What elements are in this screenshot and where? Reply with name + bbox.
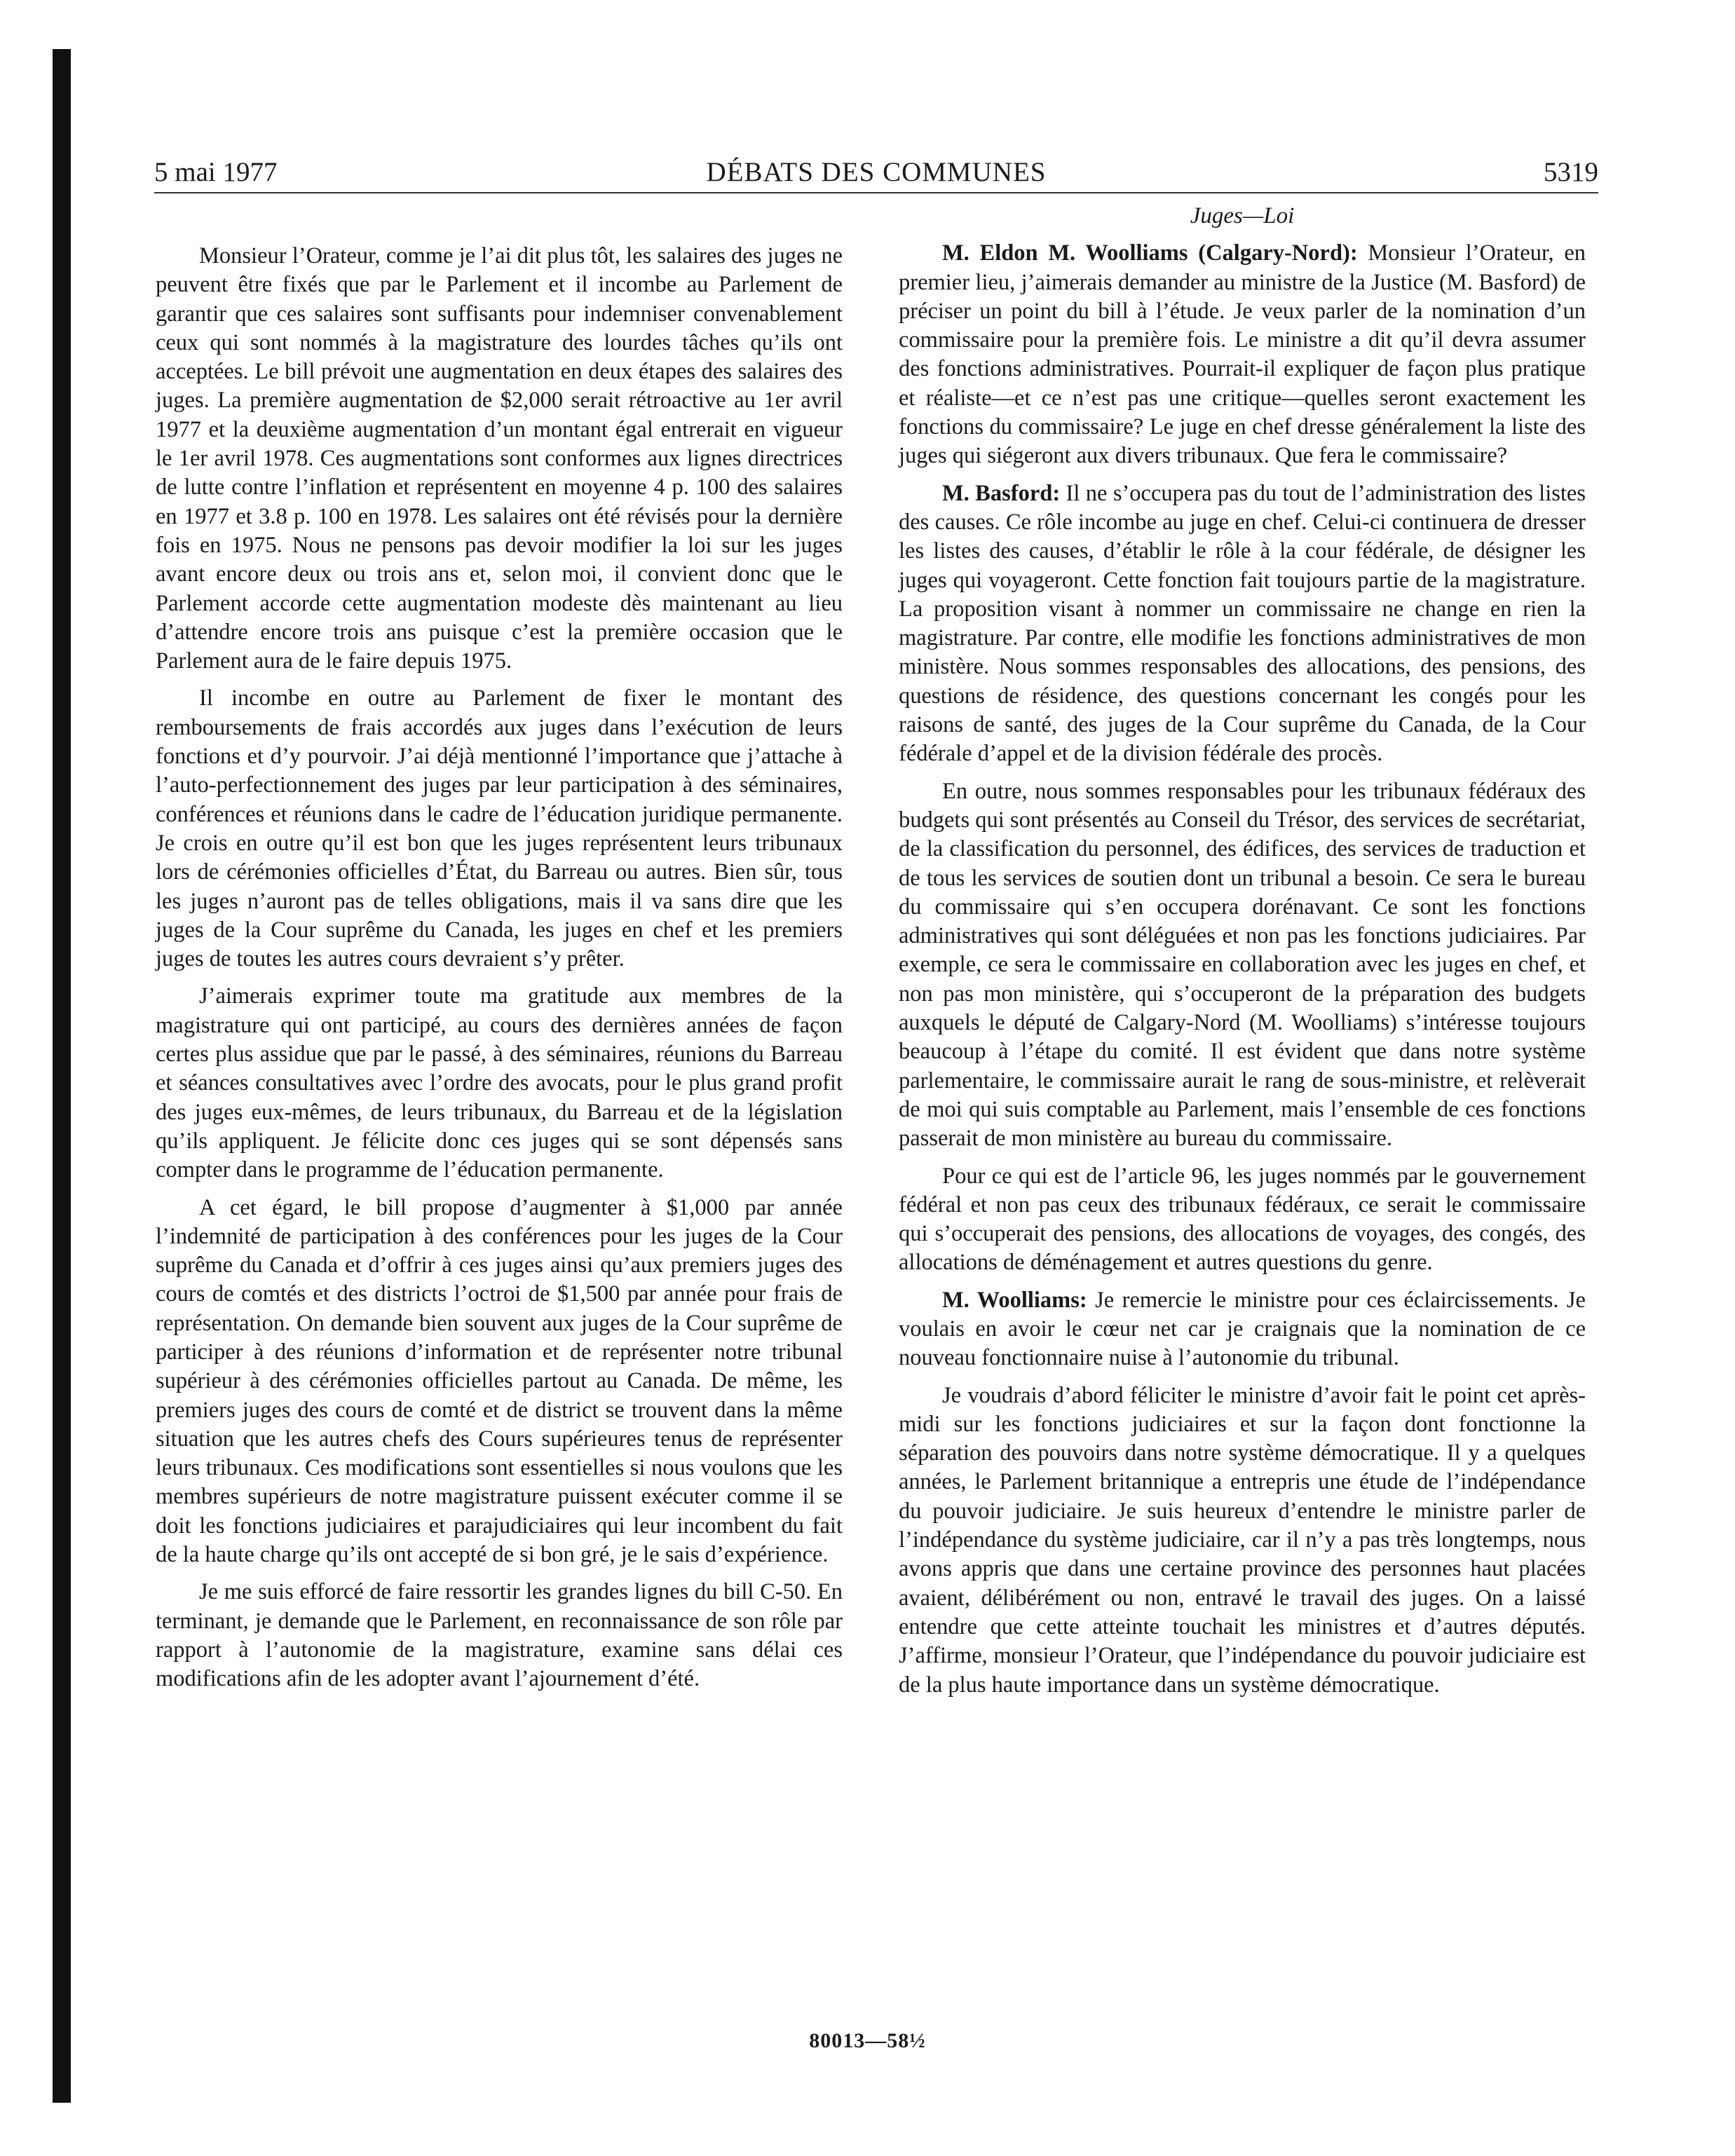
left-paragraph: Il incombe en outre au Parlement de fixer le montant des remboursements de frais accordés aux juges dans l’exécution de leurs fonctions et d’y pourvoir. J’ai déjà mentionné l’importance que j’attache à l’auto-perfectionnement des juges par leur participation à des séminaires, conférences et réunions dans le cadre de l’éducation juridique permanente. Je crois en outre qu’il est bon que les juges représentent leurs tribunaux lors de cérémonies officielles d’État, du Barreau ou autres. Bien sûr, tous les juges n’auront pas de telles obligations, mais il va sans dire que les juges de la Cour suprême du Canada, les juges en chef et les premiers juges de toutes les autres cours devraient s’y prêter. xyxy=(156,685,843,972)
right-paragraph xyxy=(899,1162,1586,1278)
left-paragraph: A cet égard, le bill propose d’augmenter à $1,000 par année l’indemnité de participation à des conférences pour les juges de la Cour suprême du Canada et d’offrir à ces juges ainsi qu’aux premiers juges des cours de comtés et des districts l’octroi de $1,500 par année pour frais de représentation. On demande bien souvent aux juges de la Cour suprême de participer à des réunions d’information et de représenter notre tribunal supérieur à des cérémonies officielles partout au Canada. De même, les premiers juges des cours de comté et de district se trouvent dans la même situation que les autres chefs des Cours supérieures tenus de représenter leurs tribunaux. Ces modifications sont essentielles si nous voulons que les membres supérieurs de notre magistrature puissent exécuter comme il se doit les fonctions judiciaires et parajudiciaires qui leur incombent du fait de la haute charge qu’ils ont accepté de si bon gré, je le sais d’expérience. xyxy=(156,1194,843,1568)
speech-text: En outre, nous sommes responsables pour les tribunaux fédéraux des budgets qui sont présentés au Conseil du Trésor, des services de secrétariat, de la classification du personnel, des édifices, des services de traduction et de tous les services de soutien dont un tribunal a besoin. Ce sera le bureau du commissaire qui s’en occupera dorénavant. Ce sont les fonctions administratives qui sont déléguées et non pas les fonctions judiciaires. Par exemple, ce sera le commissaire en collaboration avec les juges en chef, et non pas mon ministère, qui s’occuperont de la préparation des budgets auxquels le député de Calgary-Nord (M. Woolliams) s’intéresse toujours beaucoup à l’étape du comité. Il est évident que dans notre système parlementaire, le commissaire aurait le rang de sous-ministre, et relèverait de moi qui suis comptable au Parlement, mais l’ensemble de ces fonctions passerait de mon ministère au bureau du commissaire. xyxy=(899,778,1586,1152)
speaker-name: M. Basford: xyxy=(942,480,1061,506)
header-date: 5 mai 1977 xyxy=(154,157,278,187)
right-paragraph xyxy=(899,479,1586,769)
left-paragraph: Je me suis efforcé de faire ressortir les grandes lignes du bill C-50. En terminant, je demande que le Parlement, en reconnaissance de son rôle par rapport à l’autonomie de la magistrature, examine sans délai ces modifications afin de les adopter avant l’ajournement d’été. xyxy=(156,1579,843,1692)
speech-text: Monsieur l’Orateur, en premier lieu, j’aimerais demander au ministre de la Justice (M. Basford) de préciser un point du bill à l’étude. Je veux parler de la nomination d’un commissaire pour la première fois. Le ministre a dit qu’il devra assumer des fonctions administratives. Pourrait-il expliquer de façon plus pratique et réaliste—et ce n’est pas une critique—quelles seront exactement les fonctions du commissaire? Le juge en chef dresse généralement la liste des juges qui siégeront aux divers tribunaux. Que fera le commissaire? xyxy=(899,240,1586,469)
speaker-name: M. Woolliams: xyxy=(942,1287,1087,1313)
speech-text: Il ne s’occupera pas du tout de l’administration des listes des causes. Ce rôle incombe au juge en chef. Celui-ci continuera de dresser les listes des causes, d’établir le rôle à la cour fédérale, de désigner les juges qui voyageront. Cette fonction fait toujours partie de la magistrature. La proposition visant à nommer un commissaire ne change en rien la magistrature. Par contre, elle modifie les fonctions administratives de mon ministère. Nous sommes responsables des allocations, des pensions, des questions de résidence, des questions concernant les congés pour les raisons de santé, des juges de la Cour suprême du Canada, de la Cour fédérale d’appel et de la division fédérale des procès. xyxy=(899,480,1586,767)
left-paragraph: J’aimerais exprimer toute ma gratitude aux membres de la magistrature qui ont participé, au cours des dernières années de façon certes plus assidue que par le passé, à des séminaires, réunions du Barreau et séances consultatives avec l’ordre des avocats, pour le plus grand profit des juges eux-mêmes, de leurs tribunaux, du Barreau et de la législation qu’ils appliquent. Je félicite donc ces juges qui se sont dépensés sans compter dans le programme de l’éducation permanente. xyxy=(156,983,843,1183)
right-paragraph xyxy=(899,1381,1586,1700)
right-paragraph xyxy=(899,239,1586,470)
right-paragraph xyxy=(899,777,1586,1154)
speaker-name: M. Eldon M. Woolliams (Calgary-Nord): xyxy=(942,240,1358,266)
speech-text: Je remercie le ministre pour ces éclaircissements. Je voulais en avoir le cœur net car je craignais que la nomination de ce nouveau fonctionnaire nuise à l’autonomie du tribunal. xyxy=(899,1287,1586,1371)
right-paragraph xyxy=(899,1286,1586,1373)
footer-code: 80013—58½ xyxy=(809,2029,926,2052)
left-paragraph: Monsieur l’Orateur, comme je l’ai dit plus tôt, les salaires des juges ne peuvent être fixés que par le Parlement et il incombe au Parlement de garantir que ces salaires sont suffisants pour indemniser convenablement ceux qui sont nommés à la magistrature des lourdes tâches qu’ils ont acceptées. Le bill prévoit une augmentation en deux étapes des salaires des juges. La première augmentation de $2,000 serait rétroactive au 1er avril 1977 et la deuxième augmentation d’un montant égal entrerait en vigueur le 1er avril 1978. Ces augmentations sont conformes aux lignes directrices de lutte contre l’inflation et représentent en moyenne 4 p. 100 des salaires en 1977 et 3.8 p. 100 en 1978. Les salaires ont été révisés pour la dernière fois en 1975. Nous ne pensons pas devoir modifier la loi sur les juges avant encore deux ou trois ans et, selon moi, il convient donc que le Parlement accorde cette augmentation modeste dès maintenant au lieu d’attendre encore trois ans puisque c’est la première occasion que le Parlement aura de le faire depuis 1975. xyxy=(156,243,843,674)
section-heading: Juges—Loi xyxy=(1190,203,1295,228)
speech-text: Je voudrais d’abord féliciter le ministre d’avoir fait le point cet après-midi sur les fonctions judiciaires et sur la façon dont fonctionne la séparation des pouvoirs dans notre système démocratique. Il y a quelques années, le Parlement britannique a entrepris une étude de l’indépendance du pouvoir judiciaire. Je suis heureux d’entendre le ministre parler de l’indépendance du système judiciaire, car il n’y a pas très longtemps, nous avons appris que dans une certaine province des personnes haut placées avaient, délibérément ou non, entravé le travail des juges. On a laissé entendre que cette atteinte touchait les ministres et d’autres députés. J’affirme, monsieur l’Orateur, que l’indépendance du pouvoir judiciaire est de la plus haute importance dans un système démocratique. xyxy=(899,1382,1586,1698)
speech-text: Pour ce qui est de l’article 96, les juges nommés par le gouvernement fédéral et non pas ceux des tribunaux fédéraux, ce serait le commissaire qui s’occuperait des pensions, des allocations de voyages, des congés, des allocations de déménagement et autres questions du genre. xyxy=(899,1163,1586,1276)
page-header xyxy=(154,156,1598,193)
header-title: DÉBATS DES COMMUNES xyxy=(706,157,1047,187)
header-page-number: 5319 xyxy=(1544,157,1598,187)
left-column xyxy=(156,242,843,1703)
right-column xyxy=(899,202,1586,1708)
